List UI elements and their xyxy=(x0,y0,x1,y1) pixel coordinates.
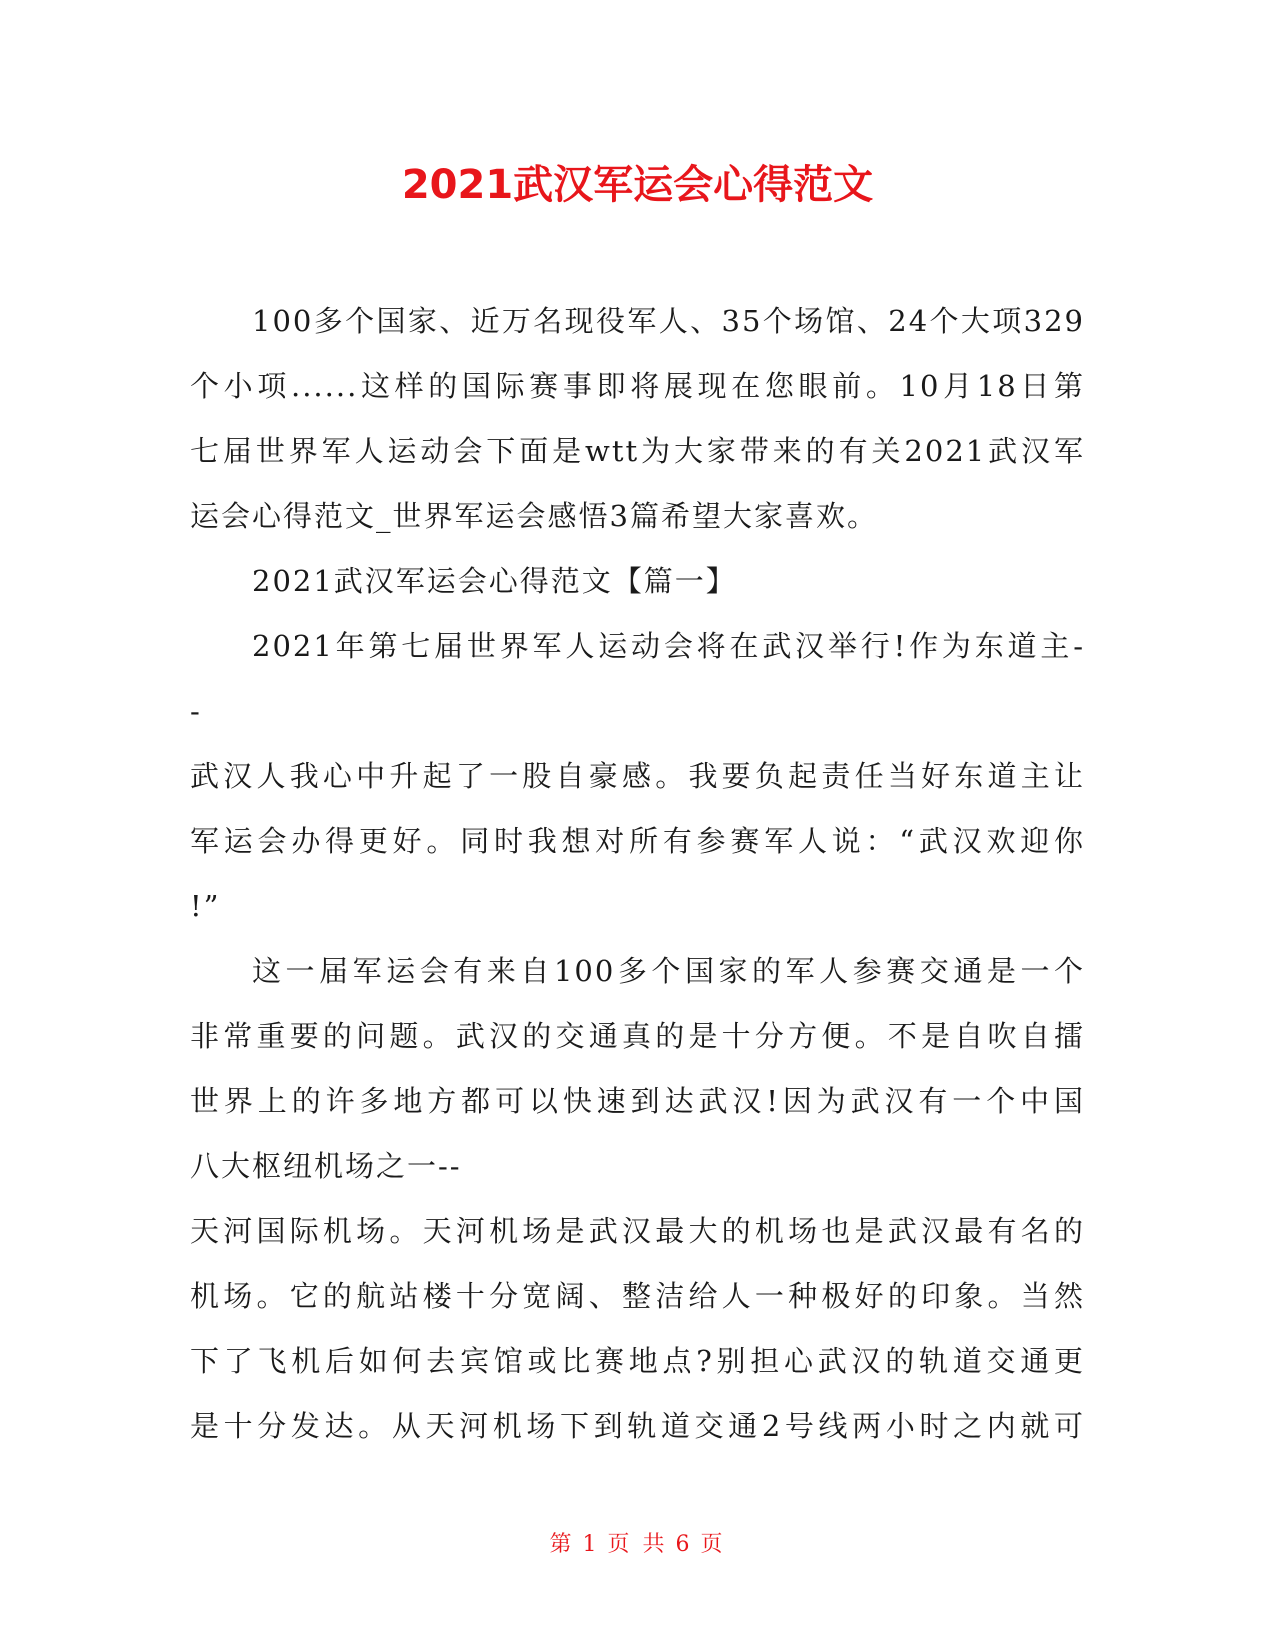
page-footer xyxy=(0,1530,1275,1560)
body-text-line: 是十分发达。从天河机场下到轨道交通2号线两小时之内就可 xyxy=(190,1409,1085,1443)
document-title: 2021武汉军运会心得范文 xyxy=(401,162,874,208)
body-text-line: 100多个国家、近万名现役军人、35个场馆、24个大项329 xyxy=(252,304,1085,338)
body-text-line: 下了飞机后如何去宾馆或比赛地点?别担心武汉的轨道交通更 xyxy=(190,1344,1085,1378)
body-text-line: 八大枢纽机场之一-- xyxy=(190,1149,462,1183)
body-text-line: 2021武汉军运会心得范文【篇一】 xyxy=(252,564,737,598)
body-text-line: !” xyxy=(190,889,221,923)
body-text-line: 世界上的许多地方都可以快速到达武汉!因为武汉有一个中国 xyxy=(190,1084,1085,1118)
body-text-line: 这一届军运会有来自100多个国家的军人参赛交通是一个 xyxy=(252,954,1085,988)
footer-end-label: 页 xyxy=(700,1532,726,1557)
body-text-line: 非常重要的问题。武汉的交通真的是十分方便。不是自吹自擂 xyxy=(190,1019,1085,1053)
body-text-line: 机场。它的航站楼十分宽阔、整洁给人一种极好的印象。当然 xyxy=(190,1279,1085,1313)
footer-page-label: 第 xyxy=(549,1532,575,1557)
body-text-line: - xyxy=(190,694,202,728)
footer-current-page: 1 xyxy=(582,1532,600,1557)
footer-of-label: 页 共 xyxy=(607,1532,668,1557)
body-text-line: 武汉人我心中升起了一股自豪感。我要负起责任当好东道主让 xyxy=(190,759,1085,793)
body-text-line: 2021年第七届世界军人运动会将在武汉举行!作为东道主- xyxy=(252,629,1085,663)
body-text-line: 七届世界军人运动会下面是wtt为大家带来的有关2021武汉军 xyxy=(190,434,1085,468)
body-text-line: 天河国际机场。天河机场是武汉最大的机场也是武汉最有名的 xyxy=(190,1214,1085,1248)
body-text-line: 军运会办得更好。同时我想对所有参赛军人说：“武汉欢迎你 xyxy=(190,824,1085,858)
body-text-line: 运会心得范文_世界军运会感悟3篇希望大家喜欢。 xyxy=(190,499,878,533)
body-text-line: 个小项......这样的国际赛事即将展现在您眼前。10月18日第 xyxy=(190,369,1085,403)
document-body xyxy=(190,289,1085,1459)
footer-total-pages: 6 xyxy=(675,1532,693,1557)
